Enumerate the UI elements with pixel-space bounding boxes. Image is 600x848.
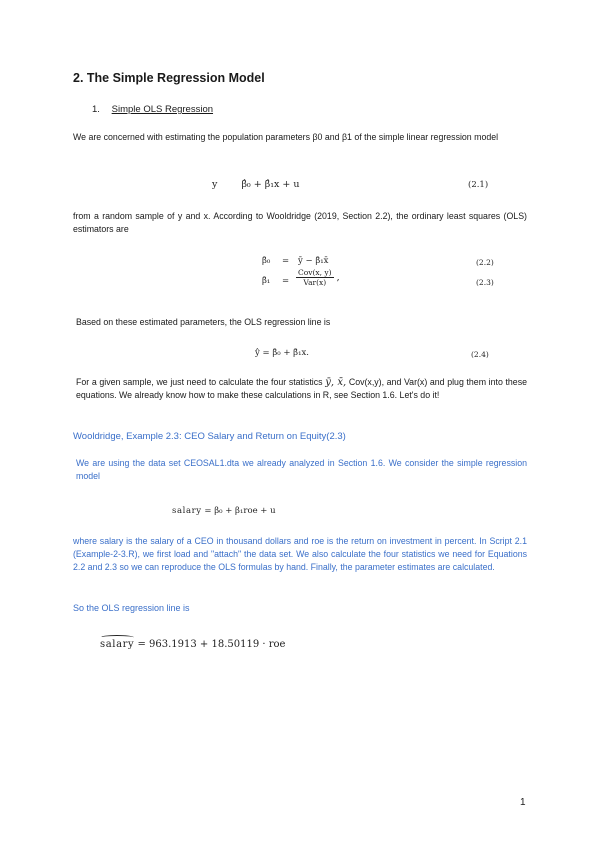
eq3-tail: , bbox=[336, 272, 340, 283]
salary-model-equation bbox=[172, 506, 276, 516]
eq3-numerator: Cov(x, y) bbox=[298, 268, 332, 277]
eq1-lhs: y bbox=[212, 179, 218, 190]
salary-model-rhs: = β₀ + β₁roe + u bbox=[204, 506, 276, 516]
eq3-denominator: Var(x) bbox=[303, 278, 327, 287]
estimators-paragraph: from a random sample of y and x. According to Wooldridge (2019, Section 2.2), the ordinary least squares (OLS) estimators are bbox=[73, 211, 527, 234]
example-heading: Wooldridge, Example 2.3: CEO Salary and Return on Equity(2.3) bbox=[73, 431, 346, 442]
statistics-text-start: For a given sample, we just need to calculate the four statistics bbox=[76, 377, 323, 387]
eq3-fraction bbox=[296, 268, 340, 287]
subsection-number: 1. bbox=[92, 104, 100, 115]
example-description-paragraph: where salary is the salary of a CEO in thousand dollars and roe is the return on investment in percent. In Script 2.1 (Example-2-3.R), we first load and "attach" the data set. We also calculate the four statistics we need for Equations 2.2 and 2.3 so we can reproduce the OLS formulas by hand. Finally, the parameter estimates are calculated. bbox=[73, 536, 527, 572]
equation-2-4: ŷ = β̂₀ + β̂₁x. bbox=[255, 348, 309, 358]
salary-model-lhs: salary bbox=[172, 506, 202, 516]
example-intro-paragraph: We are using the data set CEOSAL1.dta we already analyzed in Section 1.6. We consider the simple regression model bbox=[76, 458, 527, 481]
eq2-op: = bbox=[282, 256, 290, 266]
eq2-rhs: ȳ − β̂₁x̄ bbox=[298, 256, 329, 266]
fitted-lhs: salary bbox=[100, 639, 135, 650]
subsection-heading bbox=[92, 104, 213, 115]
statistics-text-end: Cov(x,y), and Var(x) and plug them into these equations. We already know how to make these calculations in R, see Section 1.6. Let's do it! bbox=[76, 377, 527, 400]
equation-number-2-1: (2.1) bbox=[468, 180, 489, 190]
eq2-lhs: β̂₀ bbox=[262, 256, 271, 266]
eq1-rhs: β̂₀ + β̂₁x + u bbox=[241, 179, 300, 190]
eq3-op: = bbox=[282, 276, 290, 286]
inline-statistics: ȳ, x̄, bbox=[325, 377, 347, 388]
eq3-lhs: β̂₁ bbox=[262, 276, 271, 286]
subsection-title: Simple OLS Regression bbox=[111, 104, 214, 115]
intro-paragraph: We are concerned with estimating the population parameters β0 and β1 of the simple linear regression model bbox=[73, 132, 499, 142]
statistics-paragraph bbox=[76, 376, 527, 402]
fitted-rhs: = 963.1913 + 18.50119 · roe bbox=[137, 639, 286, 650]
ols-line-paragraph: Based on these estimated parameters, the OLS regression line is bbox=[76, 317, 331, 327]
regression-line-intro: So the OLS regression line is bbox=[73, 603, 190, 613]
page-number: 1 bbox=[520, 797, 526, 808]
equation-2-1 bbox=[212, 179, 300, 190]
fitted-regression-equation bbox=[100, 639, 285, 650]
equation-number-2-3: (2.3) bbox=[476, 278, 494, 287]
equation-number-2-4: (2.4) bbox=[471, 350, 489, 359]
equation-number-2-2: (2.2) bbox=[476, 258, 494, 267]
section-title: 2. The Simple Regression Model bbox=[73, 71, 265, 85]
